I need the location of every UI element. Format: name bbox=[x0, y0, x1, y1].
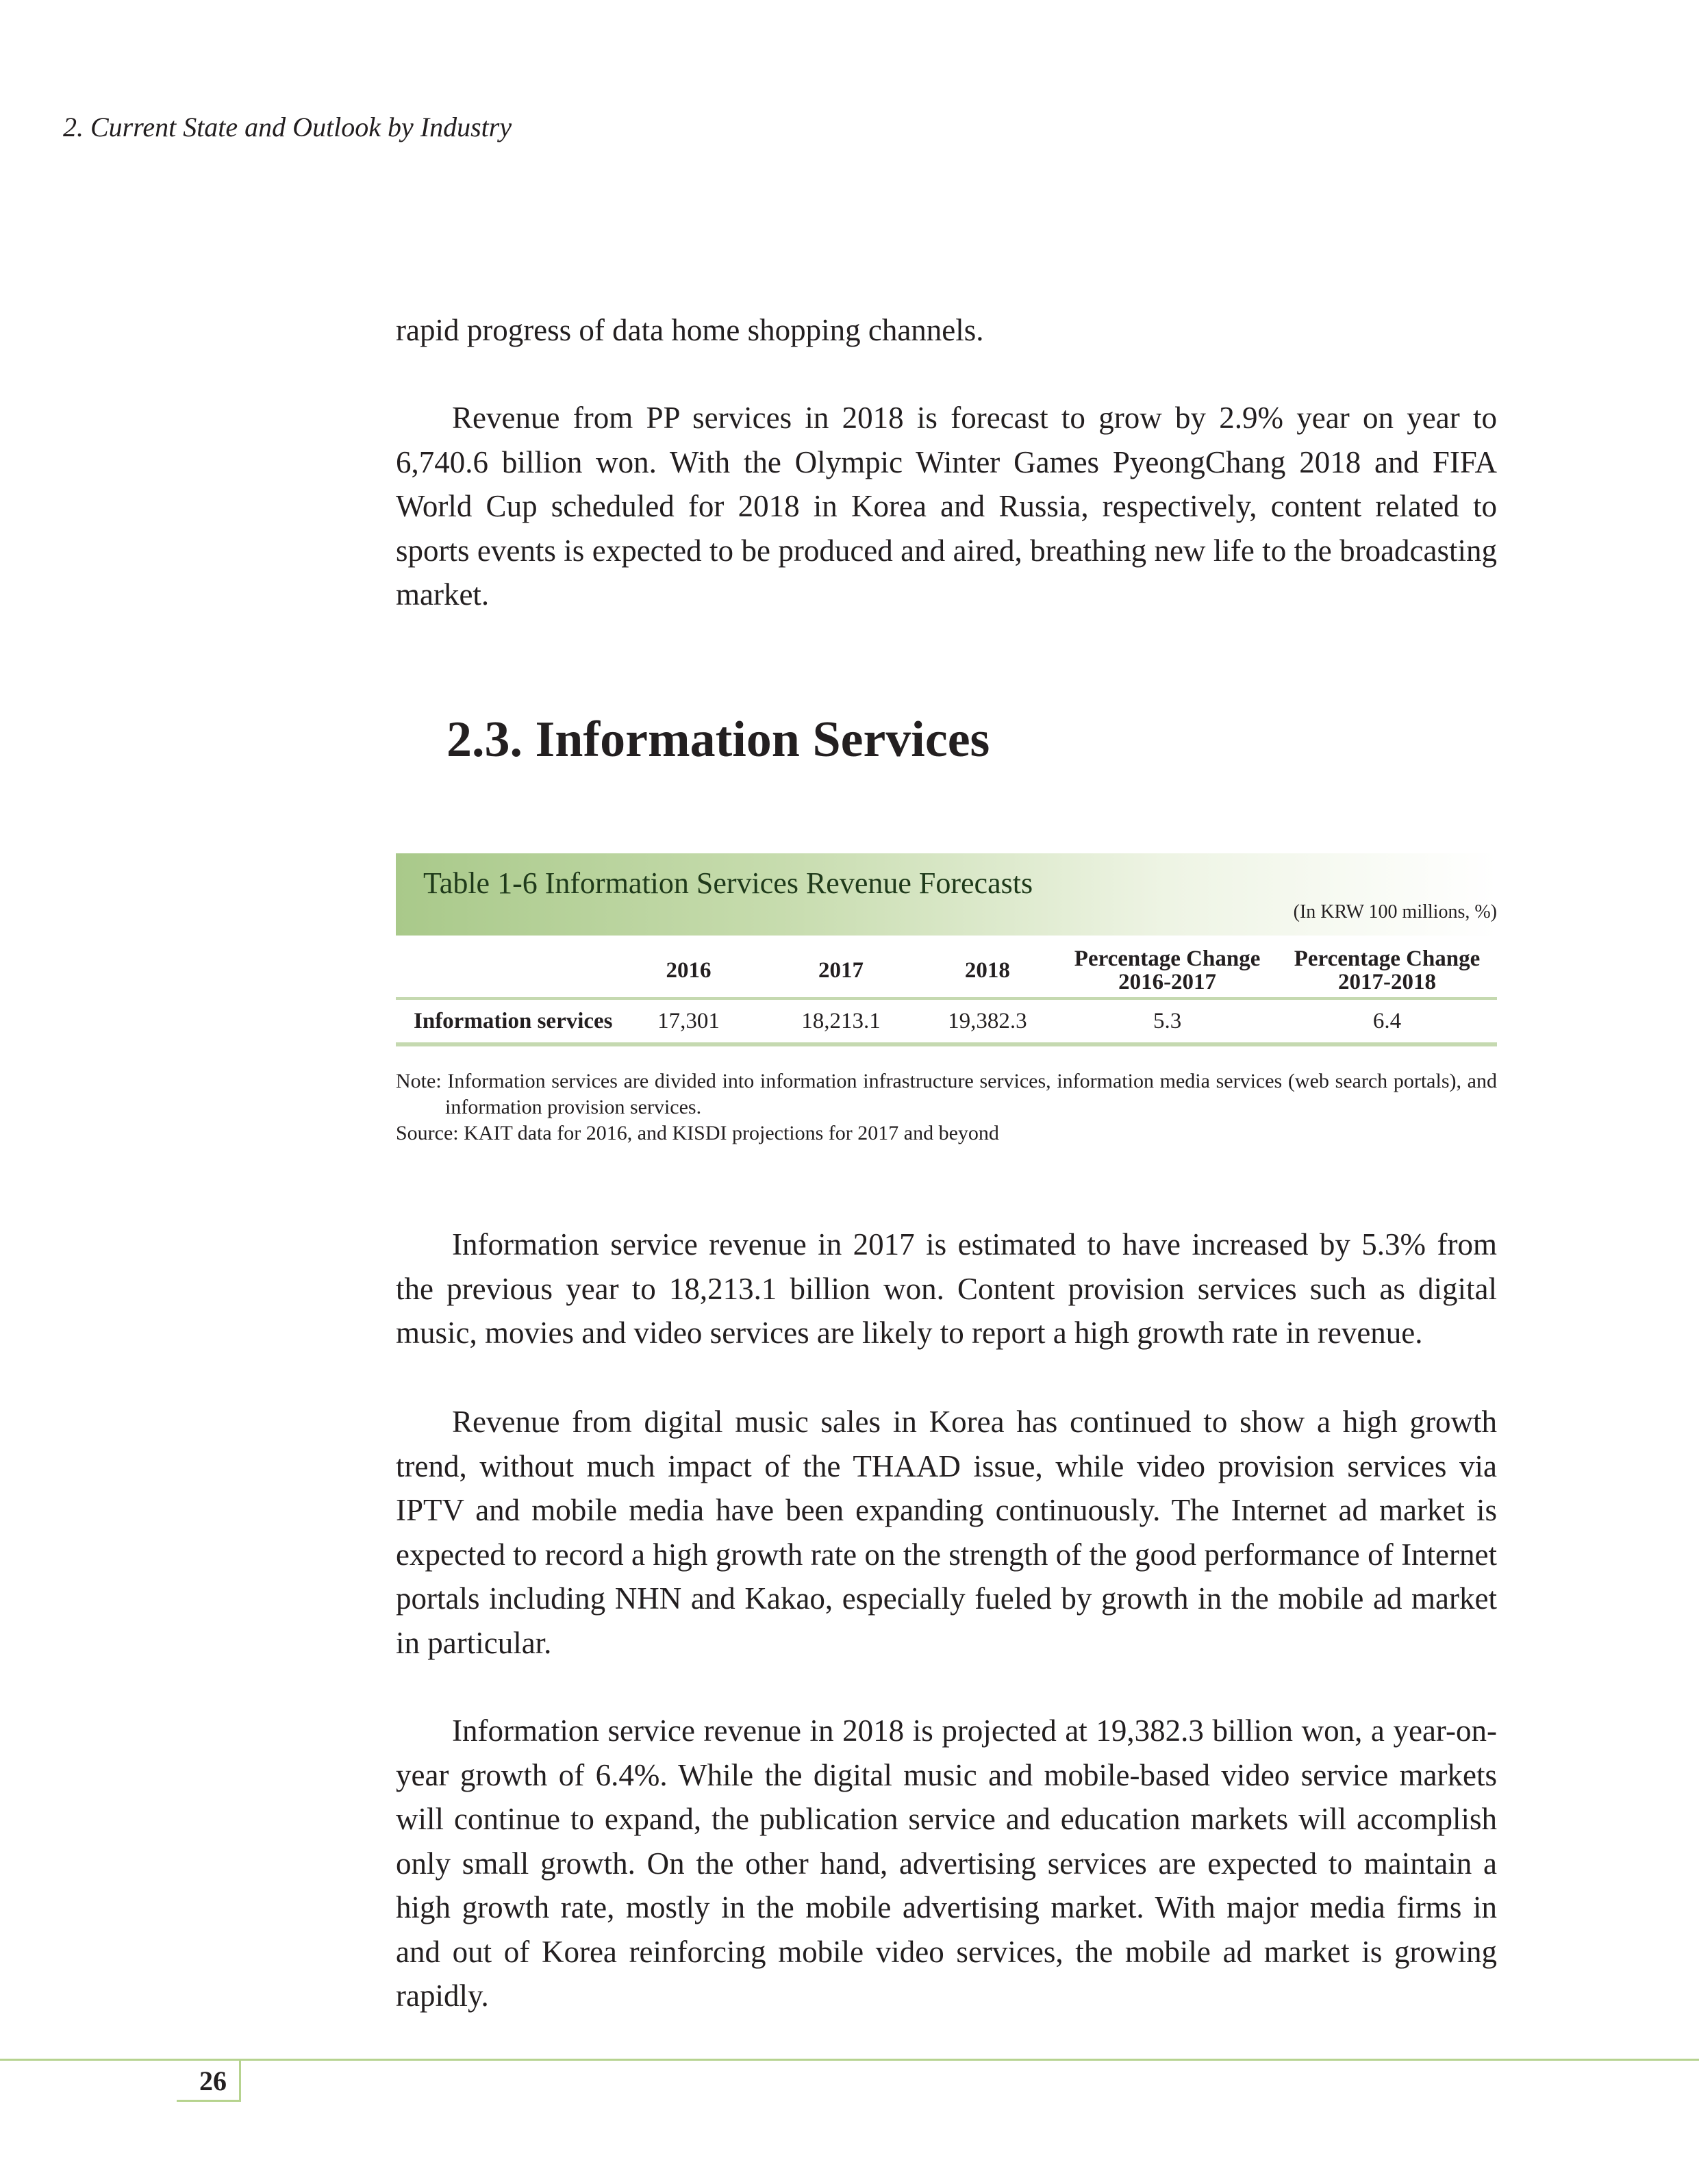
section-title: 2.3. Information Services bbox=[446, 712, 990, 768]
column-header-2017: 2017 bbox=[764, 944, 917, 999]
table-caption: Table 1-6 Information Services Revenue Forecasts bbox=[423, 866, 1033, 900]
paragraph-info-2018: Information service revenue in 2018 is projected at 19,382.3 billion won, a year-on-year growth of 6.4%. While the digital music and mobile-based video service markets will continue to expand, the publication service and education markets will accomplish only small growth. On the other hand, advertising services are expected to maintain a high growth rate, mostly in the mobile advertising market. With major media firms in and out of Korea reinforcing mobile video services, the mobile ad market is growing rapidly. bbox=[396, 1714, 1497, 2013]
row-label: Information services bbox=[414, 1008, 613, 1033]
cell-change-2017-2018: 6.4 bbox=[1372, 1008, 1402, 1033]
footer-rule bbox=[0, 2059, 1699, 2061]
column-header-2018: 2018 bbox=[918, 944, 1057, 999]
column-header-label bbox=[396, 944, 613, 999]
paragraph-digital-music: Revenue from digital music sales in Korea has continued to show a high growth trend, without much impact of the THAAD issue, while video provision services via IPTV and mobile media have been expanding continuously. The Internet ad market is expected to record a high growth rate on the strength of the good performance of Internet portals including NHN and Kakao, especially fueled by growth in the mobile ad market in particular. bbox=[396, 1405, 1497, 1660]
column-header-change-2016-2017 bbox=[1057, 944, 1277, 999]
column-header-change-2017-2018 bbox=[1277, 944, 1497, 999]
table-notes bbox=[396, 1068, 1497, 1146]
cell-2016: 17,301 bbox=[657, 1008, 720, 1033]
table-unit-label: (In KRW 100 millions, %) bbox=[1293, 901, 1497, 922]
column-header-line: 2017-2018 bbox=[1338, 970, 1437, 994]
paragraph-continuation: rapid progress of data home shopping channels. bbox=[396, 313, 984, 347]
page-number-box bbox=[177, 2061, 241, 2102]
paragraph-pp-services: Revenue from PP services in 2018 is forecast to grow by 2.9% year on year to 6,740.6 billion won. With the Olympic Winter Games PyeongChang 2018 and FIFA World Cup scheduled for 2018 in Korea and Russia, respectively, content related to sports events is expected to be produced and aired, breathing new life to the broadcasting market. bbox=[396, 401, 1497, 612]
table-row bbox=[396, 999, 1497, 1044]
page-number: 26 bbox=[199, 2066, 227, 2096]
table-source: Source: KAIT data for 2016, and KISDI projections for 2017 and beyond bbox=[396, 1122, 999, 1144]
cell-change-2016-2017: 5.3 bbox=[1153, 1008, 1182, 1033]
revenue-table-block bbox=[396, 853, 1497, 1146]
revenue-forecast-table bbox=[396, 944, 1497, 1046]
running-header: 2. Current State and Outlook by Industry bbox=[63, 112, 512, 142]
column-header-line: 2016-2017 bbox=[1118, 970, 1217, 994]
table-header-row bbox=[396, 944, 1497, 999]
cell-2018: 19,382.3 bbox=[948, 1008, 1027, 1033]
column-header-line: Percentage Change bbox=[1294, 946, 1481, 971]
column-header-2016: 2016 bbox=[613, 944, 765, 999]
table-note: Note: Information services are divided into information infrastructure services, information media services (web search portals), and information provision services. bbox=[396, 1070, 1497, 1118]
paragraph-info-2017: Information service revenue in 2017 is estimated to have increased by 5.3% from the previous year to 18,213.1 billion won. Content provision services such as digital music, movies and video services are likely to report a high growth rate in revenue. bbox=[396, 1227, 1497, 1350]
cell-2017: 18,213.1 bbox=[801, 1008, 881, 1033]
column-header-line: Percentage Change bbox=[1074, 946, 1261, 971]
table-caption-bar bbox=[396, 853, 1497, 936]
